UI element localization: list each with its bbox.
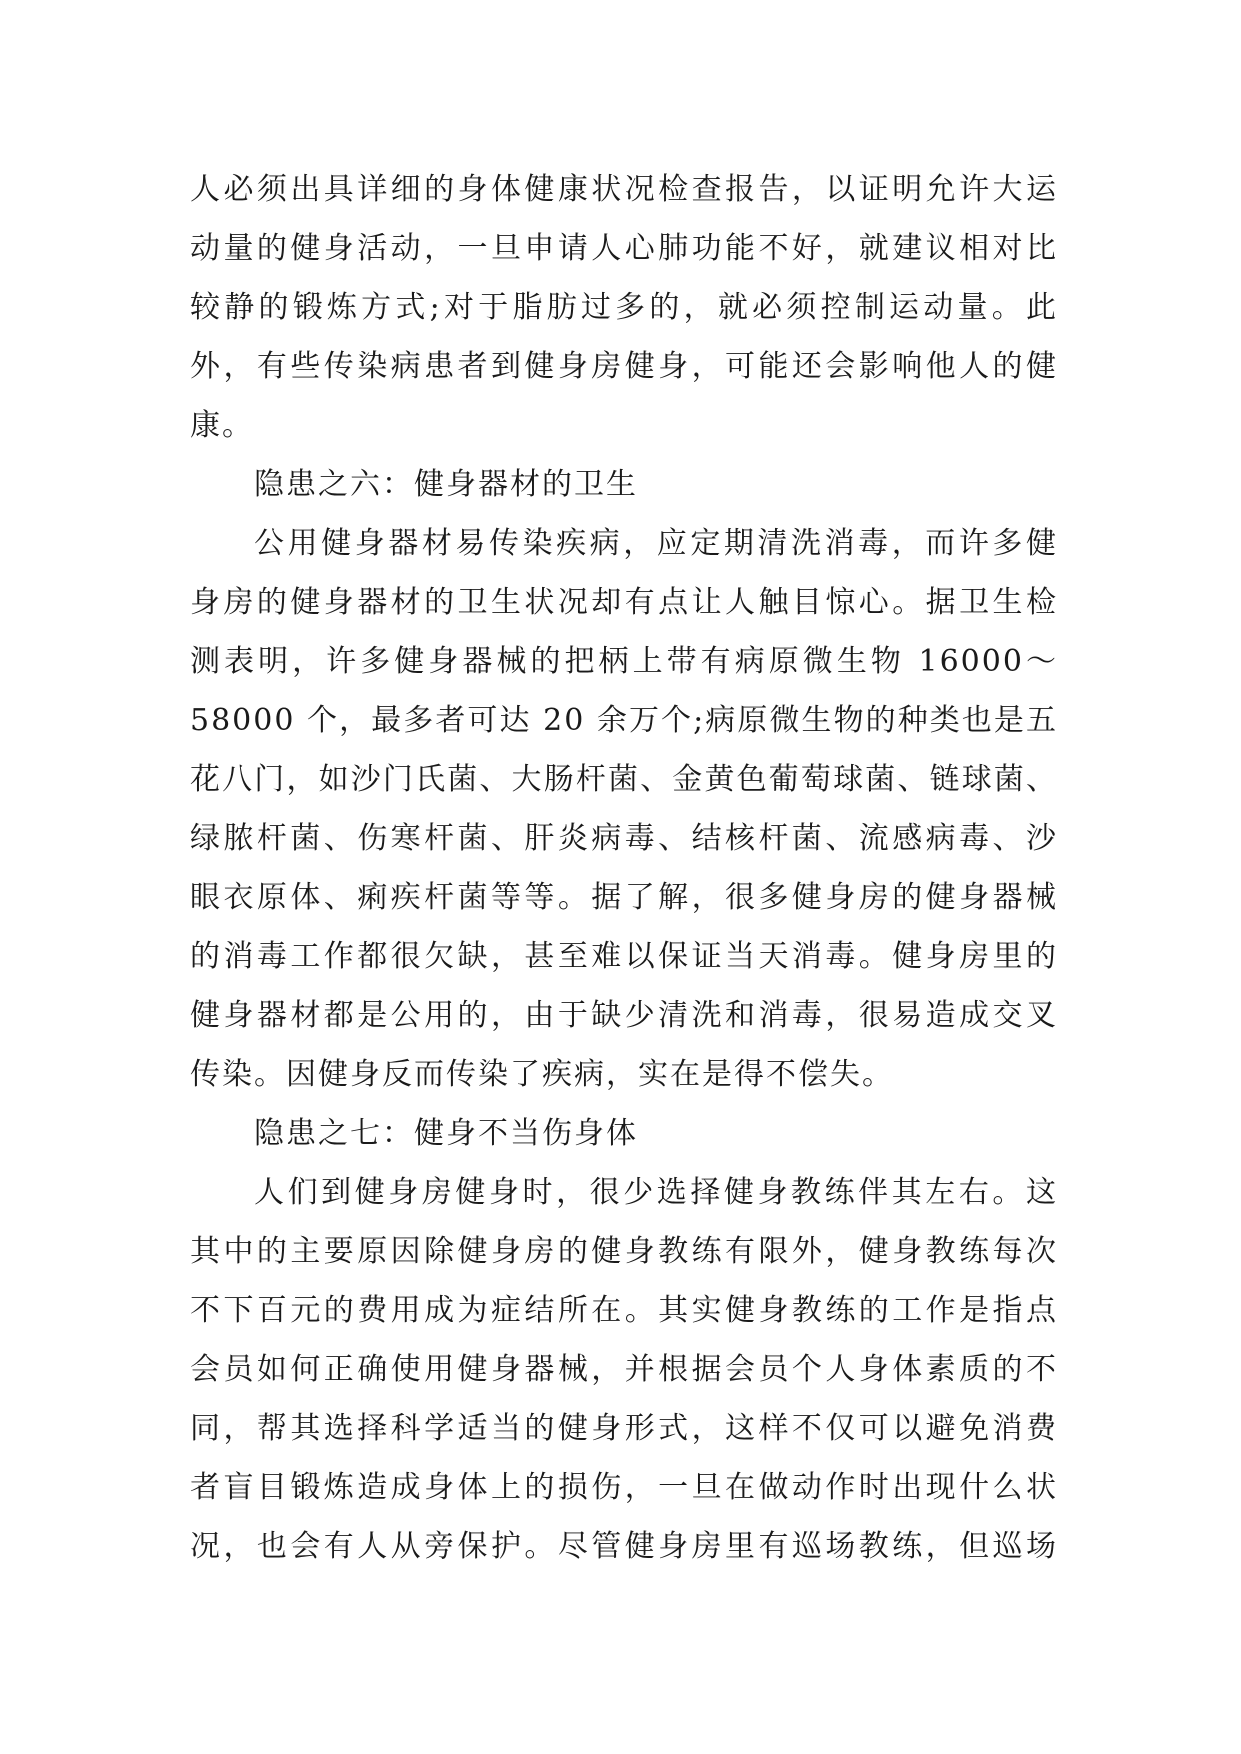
text-line: 其中的主要原因除健身房的健身教练有限外，健身教练每次 xyxy=(190,1234,1058,1269)
text-line: 传染。因健身反而传染了疾病，实在是得不偿失。 xyxy=(190,1057,894,1092)
text-line: 绿脓杆菌、伤寒杆菌、肝炎病毒、结核杆菌、流感病毒、沙 xyxy=(190,821,1058,856)
text-line: 会员如何正确使用健身器械，并根据会员个人身体素质的不 xyxy=(190,1352,1058,1387)
text-line: 外，有些传染病患者到健身房健身，可能还会影响他人的健 xyxy=(190,349,1058,384)
text-line: 测表明，许多健身器械的把柄上带有病原微生物 16000～ xyxy=(190,644,1058,679)
text-line: 同，帮其选择科学适当的健身形式，这样不仅可以避免消费 xyxy=(190,1411,1058,1446)
text-line: 人必须出具详细的身体健康状况检查报告，以证明允许大运 xyxy=(190,172,1058,207)
text-line: 眼衣原体、痢疾杆菌等等。据了解，很多健身房的健身器械 xyxy=(190,880,1058,915)
text-line: 花八门，如沙门氏菌、大肠杆菌、金黄色葡萄球菌、链球菌、 xyxy=(190,762,1058,797)
section-heading: 隐患之七：健身不当伤身体 xyxy=(254,1116,638,1151)
text-line: 较静的锻炼方式;对于脂肪过多的，就必须控制运动量。此 xyxy=(190,290,1058,325)
text-line: 的消毒工作都很欠缺，甚至难以保证当天消毒。健身房里的 xyxy=(190,939,1058,974)
text-line: 康。 xyxy=(190,408,254,443)
text-line: 58000 个，最多者可达 20 余万个;病原微生物的种类也是五 xyxy=(190,703,1058,738)
text-line: 不下百元的费用成为症结所在。其实健身教练的工作是指点 xyxy=(190,1293,1058,1328)
section-heading: 隐患之六：健身器材的卫生 xyxy=(254,467,638,502)
text-line: 公用健身器材易传染疾病，应定期清洗消毒，而许多健 xyxy=(254,526,1058,561)
text-line: 况，也会有人从旁保护。尽管健身房里有巡场教练，但巡场 xyxy=(190,1529,1058,1564)
text-line: 身房的健身器材的卫生状况却有点让人触目惊心。据卫生检 xyxy=(190,585,1058,620)
text-line: 人们到健身房健身时，很少选择健身教练伴其左右。这 xyxy=(254,1175,1058,1210)
text-line: 者盲目锻炼造成身体上的损伤，一旦在做动作时出现什么状 xyxy=(190,1470,1058,1505)
document-body xyxy=(190,160,1058,1576)
text-line: 动量的健身活动，一旦申请人心肺功能不好，就建议相对比 xyxy=(190,231,1058,266)
text-line: 健身器材都是公用的，由于缺少清洗和消毒，很易造成交叉 xyxy=(190,998,1058,1033)
